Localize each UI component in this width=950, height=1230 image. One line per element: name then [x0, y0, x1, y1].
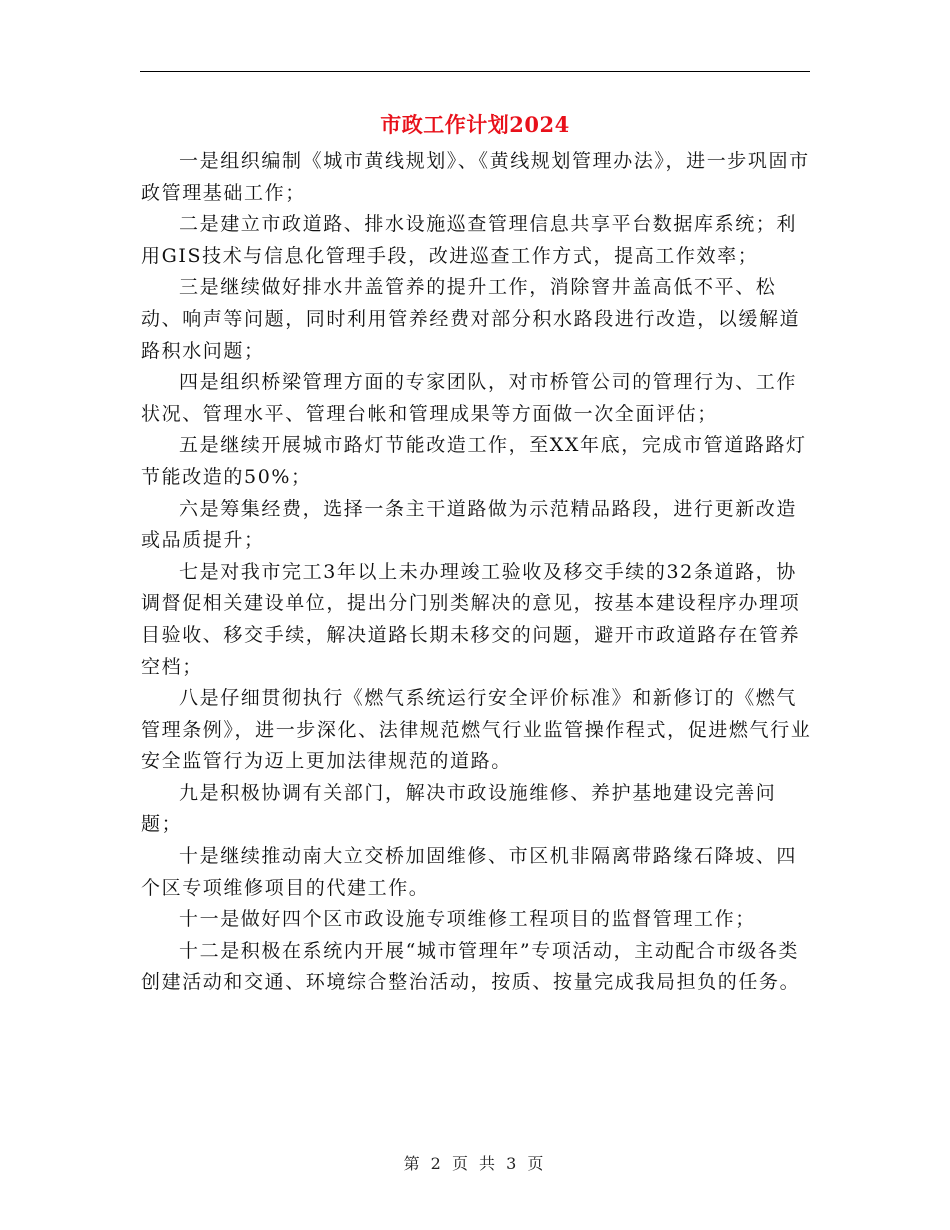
- paragraph-4: 四是组织桥梁管理方面的专家团队，对市桥管公司的管理行为、工作状况、管理水平、管理台帐和管理成果等方面做一次全面评估；: [141, 371, 798, 425]
- paragraph-9: 九是积极协调有关部门，解决市政设施维修、养护基地建设完善问题；: [141, 781, 777, 836]
- paragraph-3: 三是继续做好排水井盖管养的提升工作，消除窨井盖高低不平、松动、响声等问题，同时利用管养经费对部分积水路段进行改造，以缓解道路积水问题；: [141, 276, 801, 362]
- document-title: 市政工作计划2024: [380, 112, 570, 137]
- paragraph-12: 十二是积极在系统内开展“城市管理年”专项活动，主动配合市级各类创建活动和交通、环境综合整治活动，按质、按量完成我局担负的任务。: [141, 939, 801, 994]
- paragraph-11: 十一是做好四个区市政设施专项维修工程项目的监督管理工作；: [179, 908, 756, 931]
- document-body: [141, 146, 813, 999]
- paragraph-10: 十是继续推动南大立交桥加固维修、市区机非隔离带路缘石降坡、四个区专项维修项目的代建工作。: [141, 845, 798, 899]
- page-footer: 第 2 页 共 3 页: [403, 1154, 547, 1173]
- header-rule: [140, 71, 810, 72]
- paragraph-2: 二是建立市政道路、排水设施巡查管理信息共享平台数据库系统；利用GIS技术与信息化管理手段，改进巡查工作方式，提高工作效率；: [141, 213, 798, 267]
- paragraph-1: 一是组织编制《城市黄线规划》、《黄线规划管理办法》，进一步巩固市政管理基础工作；: [141, 150, 810, 204]
- paragraph-6: 六是筹集经费，选择一条主干道路做为示范精品路段，进行更新改造或品质提升；: [141, 497, 798, 552]
- paragraph-5: 五是继续开展城市路灯节能改造工作，至XX年底，完成市管道路路灯节能改造的50%；: [141, 434, 807, 488]
- paragraph-7: 七是对我市完工3年以上未办理竣工验收及移交手续的32条道路，协调督促相关建设单位，提出分门别类解决的意见，按基本建设程序办理项目验收、移交手续，解决道路长期未移交的问题，避开市政道路存在管养空档；: [141, 560, 801, 678]
- paragraph-8: 八是仔细贯彻执行《燃气系统运行安全评价标准》和新修订的《燃气管理条例》，进一步深化、法律规范燃气行业监管操作程式，促进燃气行业安全监管行为迈上更加法律规范的道路。: [141, 687, 812, 773]
